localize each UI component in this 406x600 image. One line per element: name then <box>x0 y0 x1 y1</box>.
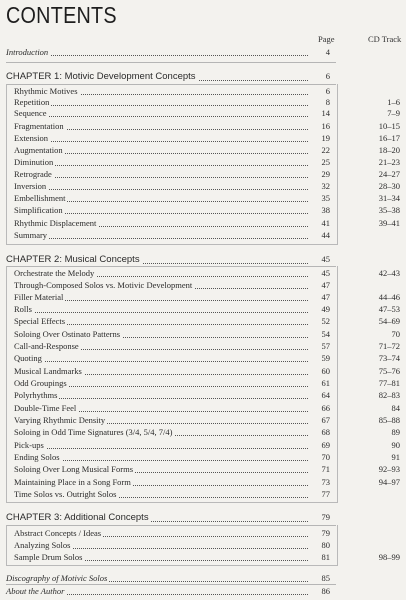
entry-title: Inversion <box>14 181 47 191</box>
entry-title: Odd Groupings <box>14 378 67 388</box>
entry-page-number: 29 <box>321 169 330 179</box>
page-column-header: Page <box>318 34 335 44</box>
entry-title: Soloing in Odd Time Signatures (3/4, 5/4, 7/4) <box>14 427 173 437</box>
toc-entry <box>6 47 400 58</box>
entry-title: Quoting <box>14 353 42 363</box>
entry-title: Fragmentation <box>14 121 64 131</box>
chapter-1-frame <box>6 84 338 245</box>
entry-title: Sequence <box>14 108 47 118</box>
entry-page-number: 68 <box>321 427 330 437</box>
entry-page-number: 70 <box>321 452 330 462</box>
chapter-entry <box>6 511 400 524</box>
entry-cd-track: 82–83 <box>378 390 400 400</box>
entry-page-number: 69 <box>321 440 330 450</box>
entry-page-number: 35 <box>321 193 330 203</box>
entry-cd-track: 71–72 <box>378 341 400 351</box>
entry-page-number: 67 <box>321 415 330 425</box>
entry-page-number: 77 <box>321 489 330 499</box>
entry-cd-track: 75–76 <box>378 366 400 376</box>
toc-entry <box>6 586 400 597</box>
entry-cd-track: 84 <box>391 403 400 413</box>
entry-cd-track: 31–34 <box>378 193 400 203</box>
chapter-entry <box>6 70 400 83</box>
entry-title: Varying Rhythmic Density <box>14 415 106 425</box>
entry-title: Extension <box>14 133 48 143</box>
entry-page-number: 80 <box>321 540 330 550</box>
entry-page-number: 41 <box>321 218 330 228</box>
entry-title: Retrograde <box>14 169 52 179</box>
entry-page-number: 38 <box>321 205 330 215</box>
entry-title: Rhythmic Motives <box>14 86 78 96</box>
entry-page-number: 81 <box>321 552 330 562</box>
entry-cd-track: 35–38 <box>378 205 400 215</box>
dot-leader <box>6 44 308 56</box>
entry-page-number: 47 <box>321 280 330 290</box>
entry-page-number: 4 <box>325 47 330 57</box>
entry-cd-track: 28–30 <box>378 181 400 191</box>
entry-page-number: 6 <box>325 86 330 96</box>
entry-title: Orchestrate the Melody <box>14 268 95 278</box>
entry-title: Soloing Over Ostinato Patterns <box>14 329 121 339</box>
entry-title: Polyrhythms <box>14 390 58 400</box>
entry-page-number: 79 <box>321 512 330 522</box>
entry-cd-track: 44–46 <box>378 292 400 302</box>
entry-page-number: 52 <box>321 316 330 326</box>
entry-cd-track: 1–6 <box>387 97 400 107</box>
entry-title: Rhythmic Displacement <box>14 218 97 228</box>
entry-page-number: 85 <box>321 573 330 583</box>
entry-cd-track: 47–53 <box>378 304 400 314</box>
entry-cd-track: 91 <box>391 452 400 462</box>
entry-title: Introduction <box>6 47 49 57</box>
entry-cd-track: 70 <box>391 329 400 339</box>
entry-page-number: 73 <box>321 477 330 487</box>
entry-page-number: 66 <box>321 403 330 413</box>
entry-cd-track: 7–9 <box>387 108 400 118</box>
entry-cd-track: 73–74 <box>378 353 400 363</box>
entry-title: Maintaining Place in a Song Form <box>14 477 131 487</box>
entry-title: Special Effects <box>14 316 66 326</box>
entry-page-number: 45 <box>321 268 330 278</box>
entry-page-number: 44 <box>321 230 330 240</box>
entry-title: Repetition <box>14 97 50 107</box>
entry-cd-track: 21–23 <box>378 157 400 167</box>
entry-title: Call-and-Response <box>14 341 79 351</box>
entry-page-number: 79 <box>321 528 330 538</box>
entry-cd-track: 42–43 <box>378 268 400 278</box>
entry-page-number: 47 <box>321 292 330 302</box>
page-title: CONTENTS <box>6 2 117 28</box>
entry-page-number: 54 <box>321 329 330 339</box>
entry-title: Diminution <box>14 157 54 167</box>
entry-title: Musical Landmarks <box>14 366 82 376</box>
section-divider <box>6 62 336 63</box>
cd-track-column-header: CD Track <box>368 34 402 44</box>
chapter-3-frame <box>6 525 338 566</box>
entry-title: Ending Solos <box>14 452 60 462</box>
entry-cd-track: 24–27 <box>378 169 400 179</box>
section-divider <box>6 584 336 585</box>
entry-title: Rolls <box>14 304 32 314</box>
entry-title: Through-Composed Solos vs. Motivic Development <box>14 280 193 290</box>
entry-title: CHAPTER 2: Musical Concepts <box>6 254 140 265</box>
entry-cd-track: 94–97 <box>378 477 400 487</box>
entry-title: CHAPTER 3: Additional Concepts <box>6 512 149 523</box>
entry-title: About the Author <box>6 586 65 596</box>
chapter-2-frame <box>6 266 338 503</box>
entry-page-number: 71 <box>321 464 330 474</box>
entry-title: Sample Drum Solos <box>14 552 83 562</box>
entry-title: Simplification <box>14 205 63 215</box>
entry-cd-track: 18–20 <box>378 145 400 155</box>
entry-cd-track: 89 <box>391 427 400 437</box>
entry-page-number: 14 <box>321 108 330 118</box>
entry-page-number: 8 <box>325 97 330 107</box>
entry-page-number: 6 <box>325 71 330 81</box>
entry-title: Time Solos vs. Outright Solos <box>14 489 117 499</box>
entry-page-number: 59 <box>321 353 330 363</box>
entry-cd-track: 16–17 <box>378 133 400 143</box>
entry-title: Soloing Over Long Musical Forms <box>14 464 133 474</box>
entry-page-number: 61 <box>321 378 330 388</box>
entry-page-number: 45 <box>321 254 330 264</box>
entry-cd-track: 92–93 <box>378 464 400 474</box>
entry-cd-track: 77–81 <box>378 378 400 388</box>
entry-page-number: 22 <box>321 145 330 155</box>
entry-title: Abstract Concepts / Ideas <box>14 528 102 538</box>
entry-title: Pick-ups <box>14 440 44 450</box>
entry-page-number: 25 <box>321 157 330 167</box>
entry-page-number: 57 <box>321 341 330 351</box>
entry-cd-track: 90 <box>391 440 400 450</box>
entry-title: Augmentation <box>14 145 63 155</box>
entry-page-number: 16 <box>321 121 330 131</box>
entry-page-number: 86 <box>321 586 330 596</box>
entry-title: Analyzing Solos <box>14 540 71 550</box>
entry-cd-track: 54–69 <box>378 316 400 326</box>
entry-cd-track: 39–41 <box>378 218 400 228</box>
entry-page-number: 19 <box>321 133 330 143</box>
entry-page-number: 49 <box>321 304 330 314</box>
entry-page-number: 60 <box>321 366 330 376</box>
entry-title: Discography of Motivic Solos <box>6 573 108 583</box>
entry-title: Embellishment <box>14 193 66 203</box>
entry-title: Filler Material <box>14 292 64 302</box>
entry-page-number: 64 <box>321 390 330 400</box>
entry-cd-track: 98–99 <box>378 552 400 562</box>
entry-cd-track: 85–88 <box>378 415 400 425</box>
entry-cd-track: 10–15 <box>378 121 400 131</box>
entry-title: CHAPTER 1: Motivic Development Concepts <box>6 71 196 82</box>
entry-title: Summary <box>14 230 48 240</box>
entry-page-number: 32 <box>321 181 330 191</box>
entry-title: Double-Time Feel <box>14 403 77 413</box>
